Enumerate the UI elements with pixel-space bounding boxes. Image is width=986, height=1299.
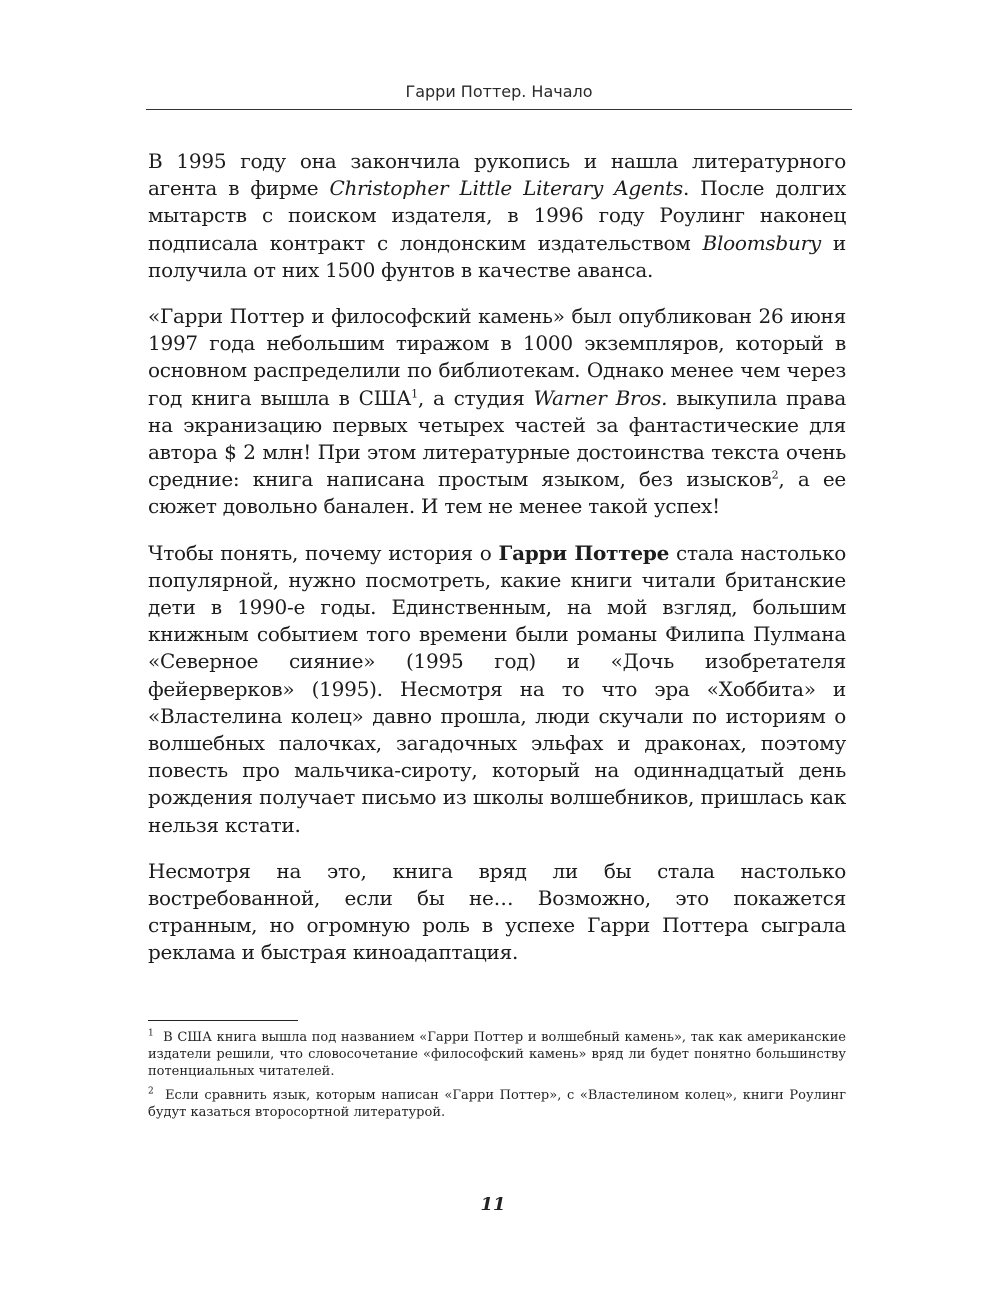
bold-title: Гарри Поттере — [498, 540, 670, 565]
p1-text-1: В 1995 году она закончила рукопись и нашла литературного агента в фирме — [148, 149, 846, 201]
p1-text-2: . После долгих мытарств с поиском издателя, в 1996 году Роулинг наконец подписала контракт с лондонским издательством — [148, 176, 846, 255]
p1-text-3: и получила от них 1500 фунтов в качестве аванса. — [148, 230, 847, 282]
publisher-name: Bloomsbury — [702, 230, 821, 255]
p2-text-1: «Гарри Поттер и философский камень» был опубликован 26 июня 1997 года небольшим тиражом в 1000 экземпляров, который в основном распределили по библиотекам. Однако менее чем через год книга вышла в США — [148, 304, 846, 410]
paragraph-3 — [148, 540, 846, 839]
agency-name: Christopher Little Literary Agents — [329, 176, 683, 201]
footnote-2-text: Если сравнить язык, которым написан «Гарри Поттер», с «Властелином колец», книги Роулинг будут казаться второсортной литературой. — [148, 1088, 847, 1120]
footnotes — [148, 1029, 846, 1128]
footnote-ref-1[interactable]: 1 — [411, 386, 418, 400]
paragraph-4: Несмотря на это, книга вряд ли бы стала настолько востребованной, если бы не… Возможно, это покажется странным, но огромную роль в успехе Гарри Поттера сыграла реклама и быстрая киноадаптация. — [148, 858, 846, 965]
page-number: 11 — [480, 1194, 506, 1215]
paragraph-1 — [148, 148, 846, 284]
footnote-2-number: 2 — [148, 1086, 154, 1097]
footnote-1-number: 1 — [148, 1028, 154, 1039]
footnote-1 — [148, 1029, 846, 1080]
p2-text-3: выкупила права на экранизацию первых четырех частей за фантастические для автора $ 2 млн! При этом литературные достоинства текста очень средние: книга написана простым языком, без изысков — [148, 385, 846, 492]
footnote-2 — [148, 1087, 846, 1121]
p3-text-2: стала настолько популярной, нужно посмотреть, какие книги читали британские дети в 1990-е годы. Единственным, на мой взгляд, большим книжным событием того времени были романы Филипа Пулмана «Северное сияние» (1995 год) и «Дочь изобретателя фейерверков» (1995). Несмотря на то что эра «Хоббита» и «Властелина колец» давно прошла, люди скучали по историям о волшебных палочках, загадочных эльфах и драконах, поэтому повесть про мальчика-сироту, который на одиннадцатый день рождения получает письмо из школы волшебников, пришлась как нельзя кстати. — [148, 540, 846, 837]
footnote-ref-2[interactable]: 2 — [771, 468, 779, 482]
paragraph-2 — [148, 303, 846, 521]
p3-text-1: Чтобы понять, почему история о — [148, 540, 499, 565]
footnote-rule — [148, 1020, 298, 1021]
main-text — [148, 148, 846, 986]
studio-name: Warner Bros. — [533, 385, 668, 410]
footnote-1-text: В США книга вышла под названием «Гарри Поттер и волшебный камень», так как американские издатели решили, что словосочетание «философский камень» вряд ли будет понятно большинству потенциальных читателей. — [148, 1030, 846, 1079]
running-header: Гарри Поттер. Начало — [405, 82, 593, 101]
p2-text-4: , а ее сюжет довольно банален. И тем не менее такой успех! — [148, 467, 846, 519]
p2-text-2: , а студия — [417, 385, 534, 410]
header-rule — [146, 109, 852, 110]
